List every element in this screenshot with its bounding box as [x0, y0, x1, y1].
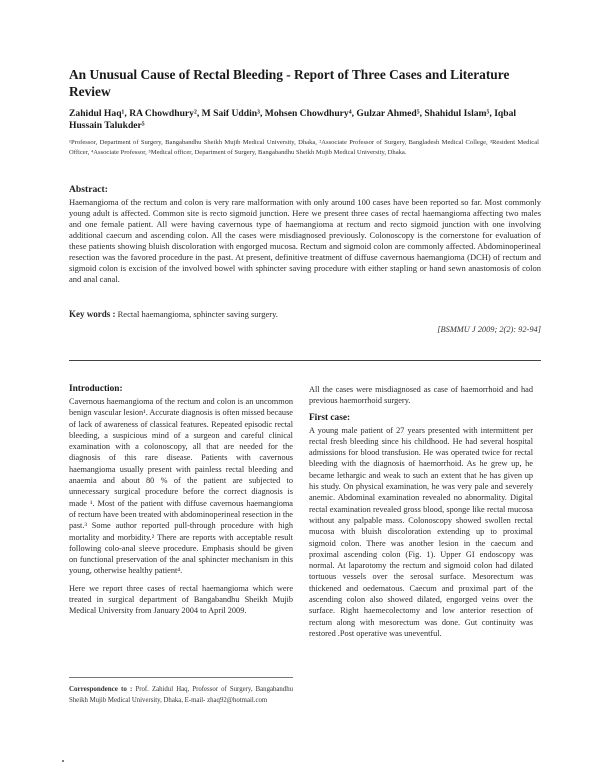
journal-citation: [BSMMU J 2009; 2(2): 92-94] — [437, 325, 541, 334]
correspondence-text: Prof. Zahidul Haq, Professor of Surgery, Bangabandhu Sheikh Mujib Medical University, Dhaka, E-mail- zhaq92@hotmail.com — [69, 686, 294, 704]
page-mark — [62, 760, 64, 762]
introduction-continuation: All the cases were misdiagnosed as case of haemorrhoid and had previous haemorrhoid surgery. — [309, 385, 533, 406]
keywords-text: Rectal haemangioma, sphincter saving surgery. — [115, 309, 278, 319]
first-case-text: A young male patient of 27 years presented with intermittent per rectal fresh bleeding since his childhood. He had several hospital admissions for blood transfusion. He was operated twice for rectal bleeding with the diagnosis of haemorrhoid. As he grew up, he became lethargic and weak to such an extent that he has given up his study. On physical examination, he was very pale and severely anemic. Abdominal examination revealed no abnormality. Digital rectal examination revealed gross blood, sponge like rectal mucosa without any palpable mass. Colonoscopy showed swollen rectal mucosa with bluish discoloration extending up to proximal sigmoid colon. There was another lesion in the caecum and proximal ascending colon (Fig. 1). Upper GI endoscopy was normal. At laparotomy the rectum and sigmoid colon had dilated tortuous vessels over the serosal surface. Mesorectum was thickened and oedematous. Caecum and proximal part of the ascending colon also showed dilated, engorged veins over the surface. Right haemecolectomy and low anterior resection of rectum along with mesorectum was done. Gut continuity was restored .Post operative was uneventful. — [309, 425, 533, 638]
article-title: An Unusual Cause of Rectal Bleeding - Report of Three Cases and Literature Review — [69, 67, 510, 99]
introduction-heading: Introduction: — [69, 384, 123, 394]
keywords-label: Key words : — [69, 309, 116, 319]
abstract-text: Haemangioma of the rectum and colon is very rare malformation with only around 100 cases have been reported so far. Most commonly young adult is affected. Common site is recto sigmoid junction. Here we present three cases of rectal haemangioma affecting two males and one female patient. All were having cavernous type of haemangioma at rectum and recto sigmoid junction with one involving additional caecum and ascending colon. All the cases were misdiagnosed previously. Colonoscopy is the cornerstone for evaluation of these patients showing bluish discoloration with engorged mucosa. Rectum and sigmoid colon are commonly affected. Abdominoperineal resection was the favored procedure in the past. At present, definitive treatment of diffuse cavernous haemangioma (DCH) of rectum and sigmoid colon is excision of the involved bowel with sphincter saving procedure with either stapling or hand sewn anastomosis of colon and anal canal. — [69, 197, 541, 284]
correspondence-label: Correspondence to : — [69, 685, 133, 693]
abstract-heading: Abstract: — [69, 184, 108, 195]
correspondence-note — [69, 684, 293, 706]
first-case-heading: First case: — [309, 412, 351, 423]
introduction-paragraph-1: Cavernous haemangioma of the rectum and colon is an uncommon benign vascular lesion¹. Accurate diagnosis is often missed because of lack of awareness of classical features. Repeated episodic rectal bleeding, a suspicious mind of a surgeon and careful clinical examination with a colonoscopy, all that are needed for the diagnosis of this rare disease. Patients with cavernous haemangioma usually present with painless rectal bleeding and anaemia and about 80 % of the patient are subjected to unnecessary surgical procedure before the correct diagnosis is made ¹. Most of the patient with diffuse cavernous haemangioma of rectum have been treated with abdominoperineal resection in the past.³ Some author reported pull-through procedure with high mortality and morbidity.² There are reports with acceptable result following colo-anal sleeve procedure. Emphasis should be given on functional preservation of the anal sphincter mechanism in this young, otherwise healthy patient⁴. — [69, 397, 293, 576]
introduction-paragraph-2: Here we report three cases of rectal haemangioma which were treated in surgical department of Bangabandhu Sheikh Mujib Medical University from January 2004 to April 2009. — [69, 583, 293, 616]
left-column — [69, 384, 293, 623]
section-divider — [69, 360, 541, 361]
keywords-line — [69, 309, 541, 320]
author-affiliations: ¹Professor, Department of Surgery, Bangabandhu Sheikh Mujib Medical University, Dhaka, ²Associate Professor of Surgery, Bangladesh Medical College, ³Resident Medical Officer, ⁴Associate Professor, ⁵Medical officer, Department of Surgery, Bangabandhu Sheikh Mujib Medical University, Dhaka. — [69, 139, 539, 156]
author-list: Zahidul Haq¹, RA Chowdhury², M Saif Uddin³, Mohsen Chowdhury⁴, Gulzar Ahmed⁵, Shahidul Islam⁵, Iqbal Hussain Talukder⁵ — [69, 108, 517, 131]
footnote-divider — [69, 677, 293, 678]
right-column — [309, 384, 533, 645]
